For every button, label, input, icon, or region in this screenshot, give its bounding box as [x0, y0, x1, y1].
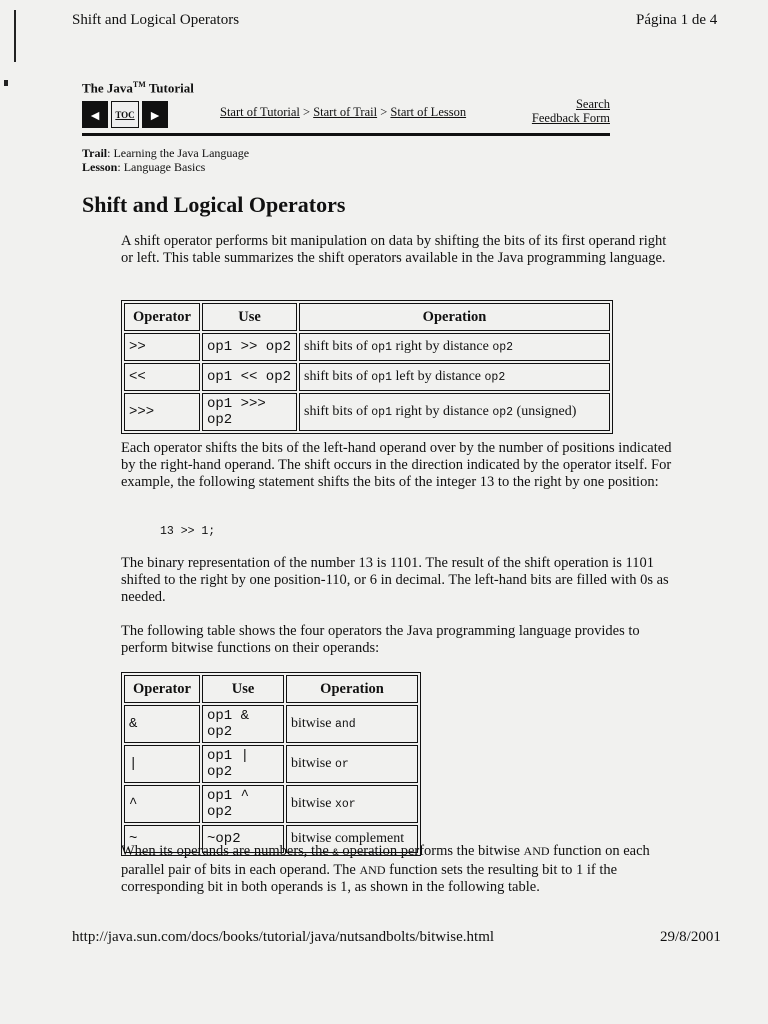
operation-cell — [286, 785, 418, 823]
binding-dot — [4, 80, 8, 86]
paragraph-text: function on each parallel pair of bits in each operand. The — [121, 843, 650, 878]
header-title: Shift and Logical Operators — [72, 12, 240, 28]
use-cell: op1 << op2 — [202, 363, 297, 391]
footer-url: http://java.sun.com/docs/books/tutorial/java/nutsandbolts/bitwise.html — [72, 929, 495, 945]
use-cell: op1 >> op2 — [202, 333, 297, 361]
column-header-use: Use — [202, 303, 297, 331]
breadcrumb-trail-link[interactable]: Start of Trail — [313, 105, 378, 119]
column-header-use: Use — [202, 675, 284, 703]
toc-button[interactable]: TOC — [111, 101, 139, 128]
inline-keyword: AND — [523, 844, 550, 858]
operation-text: bitwise complement — [291, 831, 405, 846]
operation-cell — [286, 705, 418, 743]
use-cell: op1 & op2 — [202, 705, 284, 743]
table-header-row — [124, 675, 418, 703]
table-row — [124, 363, 610, 391]
operator-cell: >>> — [124, 393, 200, 431]
operation-code: op2 — [492, 406, 514, 419]
table-row — [124, 393, 610, 431]
binary-explanation-paragraph: The binary representation of the number 13 is 1101. The result of the shift operation is 1101 shifted to the right by one position-110, or 6 in decimal. The left-hand bits are filled with 0s as needed. — [121, 555, 669, 605]
operator-cell: >> — [124, 333, 200, 361]
feedback-form-link[interactable]: Feedback Form — [531, 111, 610, 125]
operation-text: shift bits of — [304, 339, 372, 354]
operation-cell — [286, 745, 418, 783]
operation-cell — [299, 363, 610, 391]
column-header-operation: Operation — [299, 303, 610, 331]
operator-cell: << — [124, 363, 200, 391]
column-header-operation: Operation — [286, 675, 418, 703]
use-cell: op1 ^ op2 — [202, 785, 284, 823]
code-example: 13 >> 1; — [160, 525, 216, 538]
prev-button[interactable]: ◄ — [82, 101, 108, 128]
operation-text: bitwise — [291, 716, 335, 731]
operation-code: op2 — [492, 341, 514, 354]
tutorial-name: The Java — [82, 80, 133, 96]
intro-paragraph: A shift operator performs bit manipulation on data by shifting the bits of its first operand right or left. This table summarizes the shift operators available in the Java programming language. — [121, 233, 667, 266]
operation-text: left by distance — [392, 369, 485, 384]
operation-text: right by distance — [392, 339, 493, 354]
breadcrumb-separator: > — [303, 105, 311, 119]
operation-code: op1 — [371, 341, 392, 354]
trail-value: Learning the Java Language — [113, 146, 250, 160]
next-button[interactable]: ► — [142, 101, 168, 128]
column-header-operator: Operator — [124, 675, 200, 703]
use-cell: op1 >>> op2 — [202, 393, 297, 431]
inline-keyword: AND — [359, 863, 386, 877]
operator-cell: ~ — [124, 825, 200, 853]
shift-explanation-paragraph: Each operator shifts the bits of the left-hand operand over by the number of positions indicated by the right-hand operand. The shift occurs in the direction indicated by the operator itself. For example, the following statement shifts the bits of the integer 13 to the right by one position: — [121, 440, 672, 490]
trail-line: Trail: Learning the Java Language — [82, 146, 250, 160]
lesson-label: Lesson — [82, 160, 118, 174]
paragraph-text: function sets the resulting bit to 1 if the corresponding bit in both operands is 1, as shown in the following table. — [121, 862, 618, 895]
inline-code: & — [332, 847, 339, 859]
lesson-line: Lesson: Language Basics — [82, 160, 206, 174]
table-row — [124, 785, 418, 823]
bitwise-operators-table — [121, 672, 421, 856]
tutorial-banner — [82, 80, 194, 96]
operator-cell: ^ — [124, 785, 200, 823]
operation-text: bitwise — [291, 756, 335, 771]
operation-cell — [299, 333, 610, 361]
operation-code: and — [334, 718, 356, 731]
breadcrumb — [220, 105, 466, 120]
footer-date: 29/8/2001 — [660, 929, 721, 945]
and-operation-paragraph — [121, 843, 677, 896]
header-page-number: Página 1 de 4 — [636, 12, 718, 28]
tutorial-suffix: Tutorial — [148, 80, 194, 96]
operator-cell: | — [124, 745, 200, 783]
table-row — [124, 745, 418, 783]
operation-text: shift bits of — [304, 404, 372, 419]
paragraph-text: operation performs the bitwise — [338, 843, 524, 859]
column-header-operator: Operator — [124, 303, 200, 331]
operation-text: bitwise — [291, 796, 335, 811]
operation-code: xor — [334, 798, 356, 811]
operation-code: op1 — [371, 371, 392, 384]
paragraph-text: When its operands are numbers, the — [121, 843, 333, 859]
operation-code: or — [334, 758, 349, 771]
operation-text: right by distance — [392, 404, 493, 419]
operation-text: shift bits of — [304, 369, 372, 384]
breadcrumb-separator: > — [380, 105, 388, 119]
lesson-value: Language Basics — [123, 160, 206, 174]
trail-label: Trail — [82, 146, 108, 160]
use-cell: op1 | op2 — [202, 745, 284, 783]
operation-code: op2 — [484, 371, 506, 384]
shift-operators-table — [121, 300, 613, 434]
operation-cell — [299, 393, 610, 431]
operation-code: op1 — [371, 406, 392, 419]
page-title: Shift and Logical Operators — [82, 192, 346, 217]
trademark: TM — [132, 80, 146, 89]
search-link[interactable]: Search — [575, 97, 610, 111]
use-cell: ~op2 — [202, 825, 284, 853]
breadcrumb-tutorial-link[interactable]: Start of Tutorial — [220, 105, 300, 119]
table-row — [124, 705, 418, 743]
utility-links — [532, 97, 610, 125]
operator-cell: & — [124, 705, 200, 743]
binding-mark — [14, 10, 16, 62]
bitwise-intro-paragraph: The following table shows the four operators the Java programming language provides to perform bitwise functions on their operands: — [121, 623, 640, 656]
breadcrumb-lesson-link[interactable]: Start of Lesson — [390, 105, 467, 119]
header-rule — [82, 133, 610, 136]
table-header-row — [124, 303, 610, 331]
table-row — [124, 333, 610, 361]
operation-text: (unsigned) — [513, 404, 577, 419]
